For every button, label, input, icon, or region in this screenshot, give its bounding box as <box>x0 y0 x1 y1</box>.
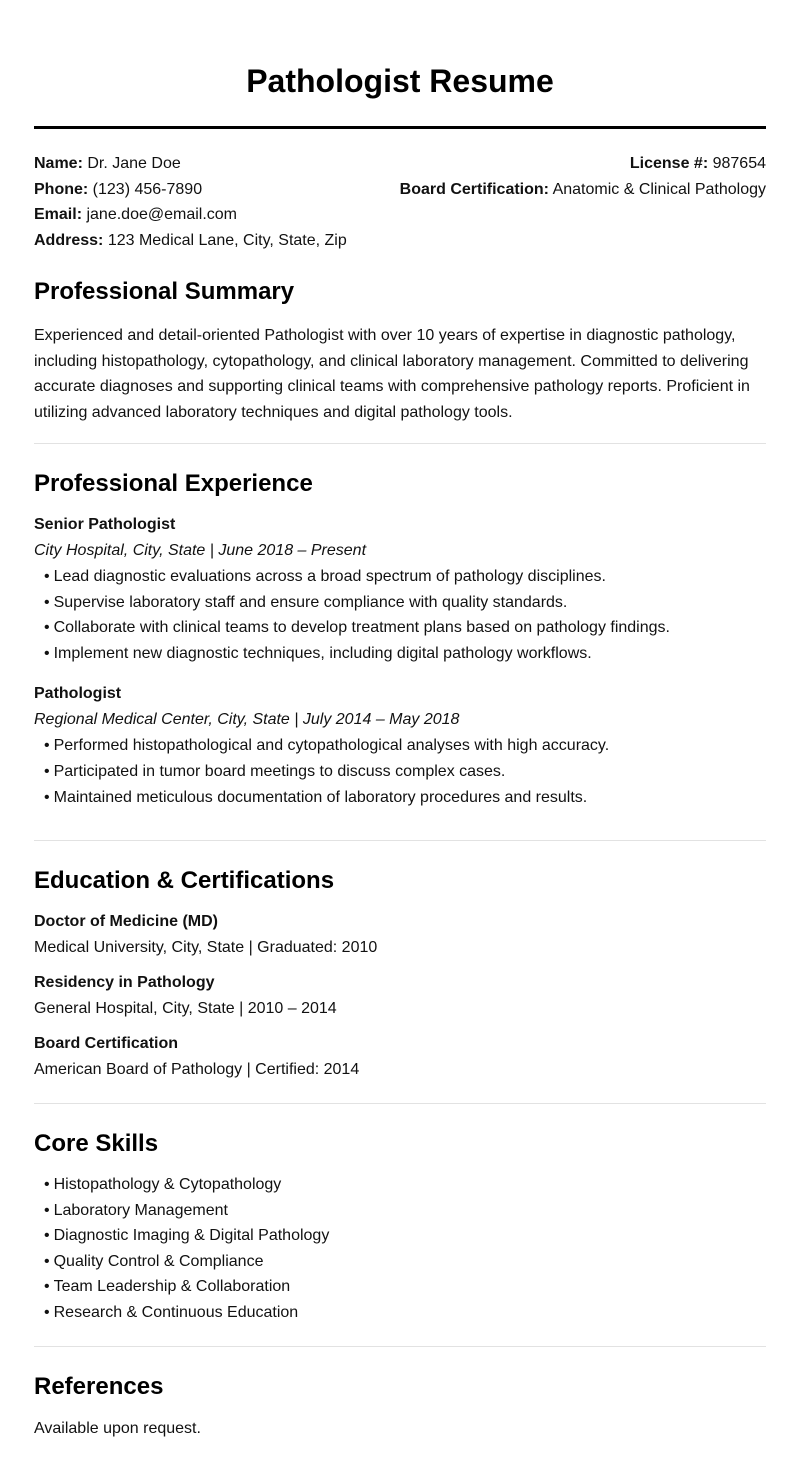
education-title: Board Certification <box>34 1035 179 1052</box>
summary-text: Experienced and detail-oriented Pathologist with over 10 years of expertise in diagnostic pathology, including histopathology, cytopathology, and clinical laboratory management. Committed to delivering accurate diagnoses and supporting clinical teams with comprehensive pathology reports. Proficient in utilizing advanced laboratory techniques and digital pathology tools. <box>34 327 750 421</box>
references-text: Available upon request. <box>34 1420 201 1437</box>
list-item: • Laboratory Management <box>44 1201 228 1219</box>
education-item <box>34 911 766 959</box>
name-value: Dr. Jane Doe <box>87 155 181 172</box>
section-divider <box>34 1346 766 1347</box>
board-certification-value: Anatomic & Clinical Pathology <box>552 180 766 198</box>
summary-heading: Professional Summary <box>34 278 295 305</box>
list-item: • Team Leadership & Collaboration <box>44 1278 291 1296</box>
experience-section <box>34 469 766 810</box>
job-title: Senior Pathologist <box>34 516 176 533</box>
experience-heading: Professional Experience <box>34 470 313 497</box>
job-meta: City Hospital, City, State | June 2018 – Present <box>34 542 367 559</box>
title-divider <box>34 126 766 129</box>
list-item: • Quality Control & Compliance <box>44 1252 264 1270</box>
education-heading: Education & Certifications <box>34 867 335 894</box>
job-entry <box>34 514 766 666</box>
list-item: • Supervise laboratory staff and ensure compliance with quality standards. <box>44 593 568 611</box>
list-item: • Research & Continuous Education <box>44 1303 299 1321</box>
references-section <box>34 1372 766 1442</box>
education-item <box>34 972 766 1020</box>
references-heading: References <box>34 1373 164 1400</box>
summary-section <box>34 277 766 425</box>
list-item: • Histopathology & Cytopathology <box>44 1176 282 1193</box>
contact-email <box>34 202 454 228</box>
education-section <box>34 866 766 1081</box>
skills-heading: Core Skills <box>34 1130 159 1157</box>
education-detail: General Hospital, City, State | 2010 – 2014 <box>34 1000 337 1017</box>
board-certification-label: Board Certification: <box>399 180 549 198</box>
license-label: License #: <box>629 155 709 172</box>
job-entry <box>34 683 766 810</box>
skills-section <box>34 1129 766 1326</box>
job-meta: Regional Medical Center, City, State | July 2014 – May 2018 <box>34 711 460 729</box>
skills-list <box>34 1172 766 1326</box>
education-item <box>34 1033 766 1081</box>
list-item: • Collaborate with clinical teams to develop treatment plans based on pathology findings. <box>44 619 670 637</box>
education-detail: Medical University, City, State | Graduated: 2010 <box>34 939 378 956</box>
list-item: • Participated in tumor board meetings to discuss complex cases. <box>44 762 506 780</box>
list-item: • Implement new diagnostic techniques, including digital pathology workflows. <box>44 644 592 662</box>
list-item: • Maintained meticulous documentation of laboratory procedures and results. <box>44 788 588 806</box>
section-divider <box>34 1103 766 1104</box>
list-item: • Diagnostic Imaging & Digital Pathology <box>44 1227 330 1245</box>
phone-value: (123) 456-7890 <box>92 180 203 198</box>
education-title: Doctor of Medicine (MD) <box>34 913 218 930</box>
name-label: Name: <box>34 155 83 172</box>
email-label: Email: <box>34 206 83 223</box>
contact-license <box>346 151 766 177</box>
job-title: Pathologist <box>34 685 122 703</box>
list-item: • Performed histopathological and cytopathological analyses with high accuracy. <box>44 737 610 755</box>
address-value: 123 Medical Lane, City, State, Zip <box>107 231 347 249</box>
section-divider <box>34 840 766 841</box>
contact-right-column <box>346 151 766 202</box>
education-detail: American Board of Pathology | Certified: 2014 <box>34 1061 360 1078</box>
license-value: 987654 <box>712 155 766 172</box>
section-divider <box>34 443 766 444</box>
phone-label: Phone: <box>34 180 89 198</box>
email-value: jane.doe@email.com <box>86 206 238 223</box>
contact-board-certification <box>346 177 766 203</box>
contact-address <box>34 228 454 254</box>
page-title: Pathologist Resume <box>246 63 554 99</box>
education-title: Residency in Pathology <box>34 974 215 991</box>
job-responsibilities <box>34 733 766 810</box>
job-responsibilities <box>34 564 766 666</box>
list-item: • Lead diagnostic evaluations across a broad spectrum of pathology disciplines. <box>44 568 606 585</box>
address-label: Address: <box>34 231 104 249</box>
